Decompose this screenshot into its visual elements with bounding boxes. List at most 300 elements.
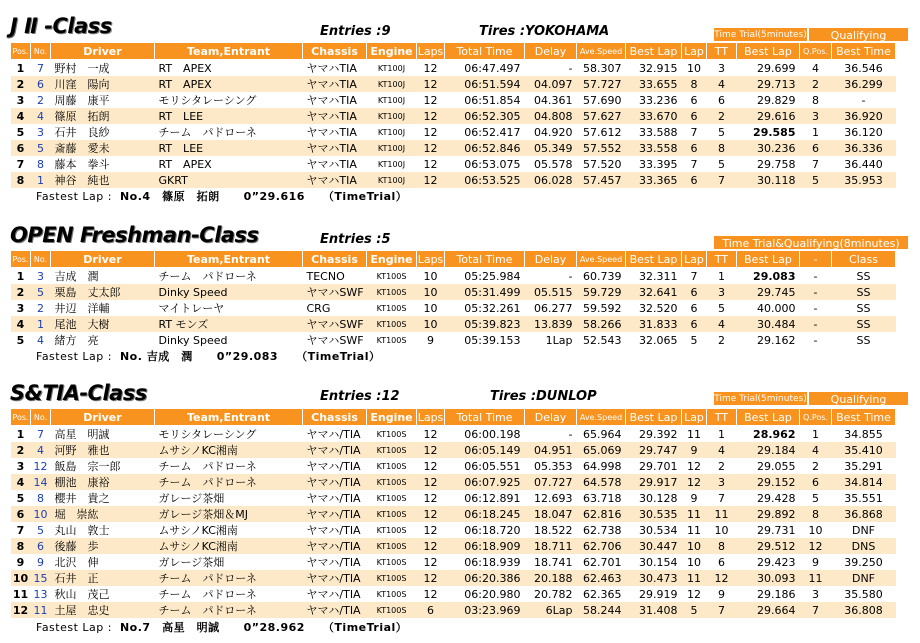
tt-cell: 6 — [707, 554, 737, 570]
fastest-lap-driver: No. 吉成 潤 — [119, 350, 193, 363]
best-time-cell: 36.299 — [832, 76, 896, 92]
engine-cell: KT100S — [367, 300, 417, 316]
best-time-cell: 36.546 — [832, 60, 896, 77]
q-pos-cell: 2 — [800, 458, 832, 474]
chassis-cell: ヤマハTIA — [303, 172, 367, 188]
q-pos-cell: 1 — [800, 426, 832, 443]
tt-cell: 5 — [707, 124, 737, 140]
table-row — [11, 76, 896, 92]
lap-cell: 5 — [682, 332, 707, 348]
delay-cell: 06.028 — [525, 172, 577, 188]
car-number-cell: 1 — [31, 316, 51, 332]
q-pos-cell: 1 — [800, 124, 832, 140]
laps-cell: 12 — [417, 538, 445, 554]
best-time-cell: SS — [832, 316, 896, 332]
q-pos-cell: 5 — [800, 490, 832, 506]
best-lap-cell: 29.701 — [626, 458, 682, 474]
table-row — [11, 332, 896, 348]
pos-cell: 1 — [11, 268, 31, 285]
delay-cell: - — [525, 60, 577, 77]
tt-best-lap-cell: 29.184 — [737, 442, 800, 458]
col-pos: Pos. — [11, 251, 31, 268]
best-time-cell: 36.120 — [832, 124, 896, 140]
best-time-cell: DNS — [832, 538, 896, 554]
car-number-cell: 7 — [31, 426, 51, 443]
table-row — [11, 602, 896, 618]
laps-cell: 12 — [417, 570, 445, 586]
lap-cell: 7 — [682, 156, 707, 172]
total-time-cell: 05:39.823 — [445, 316, 525, 332]
laps-cell: 12 — [417, 60, 445, 77]
col-total-time: Total Time — [445, 251, 525, 268]
best-lap-cell: 32.311 — [626, 268, 682, 285]
class-title: OPEN Freshman-Class — [10, 223, 259, 247]
tt-best-lap-cell: 40.000 — [737, 300, 800, 316]
table-row — [11, 284, 896, 300]
delay-cell: 05.578 — [525, 156, 577, 172]
tt-cell: 1 — [707, 426, 737, 443]
pos-cell: 5 — [11, 490, 31, 506]
car-number-cell: 10 — [31, 506, 51, 522]
car-number-cell: 6 — [31, 538, 51, 554]
ave-speed-cell: 57.690 — [577, 92, 626, 108]
ave-speed-cell: 62.816 — [577, 506, 626, 522]
results-table — [10, 42, 896, 188]
best-time-cell: 36.440 — [832, 156, 896, 172]
pos-cell: 6 — [11, 140, 31, 156]
driver-cell: 神谷 純也 — [51, 172, 155, 188]
best-lap-cell: 30.128 — [626, 490, 682, 506]
lap-cell: 7 — [682, 268, 707, 285]
best-lap-cell: 29.917 — [626, 474, 682, 490]
total-time-cell: 06:05.149 — [445, 442, 525, 458]
fastest-lap-driver: No.7 高星 明誠 — [119, 621, 220, 634]
engine-cell: KT100S — [367, 474, 417, 490]
best-lap-cell: 33.558 — [626, 140, 682, 156]
total-time-cell: 03:23.969 — [445, 602, 525, 618]
col-no: No. — [31, 43, 51, 60]
table-row — [11, 474, 896, 490]
col-no: No. — [31, 409, 51, 426]
table-row — [11, 108, 896, 124]
delay-cell: 04.951 — [525, 442, 577, 458]
ave-speed-cell: 62.706 — [577, 538, 626, 554]
car-number-cell: 14 — [31, 474, 51, 490]
total-time-cell: 06:07.925 — [445, 474, 525, 490]
fastest-lap-line — [36, 188, 407, 204]
total-time-cell: 06:18.909 — [445, 538, 525, 554]
ave-speed-cell: 64.578 — [577, 474, 626, 490]
lap-cell: 11 — [682, 506, 707, 522]
laps-cell: 12 — [417, 76, 445, 92]
ave-speed-cell: 65.964 — [577, 426, 626, 443]
lap-cell: 6 — [682, 92, 707, 108]
chassis-cell: ヤマハTIA — [303, 156, 367, 172]
best-time-cell: 36.868 — [832, 506, 896, 522]
pos-cell: 3 — [11, 92, 31, 108]
col-driver: Driver — [51, 251, 155, 268]
team-cell: チーム パドローネ — [155, 586, 303, 602]
engine-cell: KT100S — [367, 506, 417, 522]
driver-cell: 野村 一成 — [51, 60, 155, 77]
delay-cell: 06.277 — [525, 300, 577, 316]
q-pos-cell: 8 — [800, 92, 832, 108]
fastest-lap-label: Fastest Lap : — [36, 350, 112, 363]
lap-cell: 6 — [682, 108, 707, 124]
fastest-lap-label: Fastest Lap : — [36, 190, 112, 203]
tt-best-lap-cell: 29.892 — [737, 506, 800, 522]
lap-cell: 11 — [682, 426, 707, 443]
delay-cell: 20.188 — [525, 570, 577, 586]
best-time-cell: 36.808 — [832, 602, 896, 618]
chassis-cell: ヤマハ/TIA — [303, 442, 367, 458]
laps-cell: 12 — [417, 426, 445, 443]
car-number-cell: 5 — [31, 140, 51, 156]
q-pos-cell: 2 — [800, 76, 832, 92]
car-number-cell: 4 — [31, 332, 51, 348]
driver-cell: 篠原 拓朗 — [51, 108, 155, 124]
car-number-cell: 8 — [31, 156, 51, 172]
tt-best-lap-cell: 29.055 — [737, 458, 800, 474]
group-header-time-trial: Time Trial(5minutes) — [713, 391, 808, 406]
tt-cell: 7 — [707, 172, 737, 188]
delay-cell: 04.097 — [525, 76, 577, 92]
driver-cell: 石井 正 — [51, 570, 155, 586]
car-number-cell: 6 — [31, 76, 51, 92]
tt-best-lap-cell: 29.713 — [737, 76, 800, 92]
pos-cell: 4 — [11, 316, 31, 332]
tt-best-lap-cell: 29.423 — [737, 554, 800, 570]
total-time-cell: 06:18.720 — [445, 522, 525, 538]
team-cell: チーム パドローネ — [155, 124, 303, 140]
col-engine: Engine — [367, 409, 417, 426]
pos-cell: 2 — [11, 442, 31, 458]
total-time-cell: 05:39.153 — [445, 332, 525, 348]
q-pos-cell: - — [800, 316, 832, 332]
tt-best-lap-cell: 30.484 — [737, 316, 800, 332]
col-delay: Delay — [525, 251, 577, 268]
engine-cell: KT100S — [367, 332, 417, 348]
total-time-cell: 05:25.984 — [445, 268, 525, 285]
q-pos-cell: 8 — [800, 506, 832, 522]
ave-speed-cell: 57.727 — [577, 76, 626, 92]
ave-speed-cell: 62.738 — [577, 522, 626, 538]
q-pos-cell: 3 — [800, 586, 832, 602]
best-time-cell: DNF — [832, 570, 896, 586]
lap-cell: 12 — [682, 474, 707, 490]
tt-cell: 2 — [707, 332, 737, 348]
driver-cell: 櫻井 貴之 — [51, 490, 155, 506]
team-cell: チーム パドローネ — [155, 602, 303, 618]
col-pos: Pos. — [11, 43, 31, 60]
best-time-cell: 36.336 — [832, 140, 896, 156]
best-lap-cell: 29.747 — [626, 442, 682, 458]
total-time-cell: 06:52.305 — [445, 108, 525, 124]
group-header-time-trial: Time Trial(5minutes) — [713, 27, 808, 42]
lap-cell: 9 — [682, 442, 707, 458]
tt-best-lap-cell: 28.962 — [737, 426, 800, 443]
pos-cell: 12 — [11, 602, 31, 618]
total-time-cell: 06:05.551 — [445, 458, 525, 474]
driver-cell: 堀 崇紘 — [51, 506, 155, 522]
driver-cell: 緒方 亮 — [51, 332, 155, 348]
pos-cell: 4 — [11, 108, 31, 124]
col-engine: Engine — [367, 251, 417, 268]
pos-cell: 7 — [11, 522, 31, 538]
tt-cell: 9 — [707, 586, 737, 602]
best-lap-cell: 33.365 — [626, 172, 682, 188]
tt-cell: 8 — [707, 538, 737, 554]
col-blank: - — [800, 251, 832, 268]
car-number-cell: 4 — [31, 108, 51, 124]
tt-cell: 3 — [707, 284, 737, 300]
engine-cell: KT100S — [367, 602, 417, 618]
q-pos-cell: 5 — [800, 172, 832, 188]
engine-cell: KT100S — [367, 268, 417, 285]
fastest-lap-time: 0”28.962 — [243, 621, 305, 634]
car-number-cell: 3 — [31, 124, 51, 140]
driver-cell: 藤本 拳斗 — [51, 156, 155, 172]
tt-best-lap-cell: 29.664 — [737, 602, 800, 618]
fastest-lap-label: Fastest Lap : — [36, 621, 112, 634]
laps-cell: 12 — [417, 458, 445, 474]
pos-cell: 5 — [11, 332, 31, 348]
engine-cell: KT100S — [367, 426, 417, 443]
best-time-cell: 35.551 — [832, 490, 896, 506]
total-time-cell: 06:18.245 — [445, 506, 525, 522]
pos-cell: 7 — [11, 156, 31, 172]
col-tt-best-lap: Best Lap — [737, 251, 800, 268]
lap-cell: 10 — [682, 554, 707, 570]
laps-cell: 12 — [417, 554, 445, 570]
best-time-cell: SS — [832, 332, 896, 348]
best-time-cell: 36.920 — [832, 108, 896, 124]
ave-speed-cell: 58.244 — [577, 602, 626, 618]
table-row — [11, 442, 896, 458]
total-time-cell: 06:51.854 — [445, 92, 525, 108]
table-row — [11, 172, 896, 188]
col-ave-speed: Ave.Speed — [577, 251, 626, 268]
fastest-lap-note: （TimeTrial） — [322, 621, 408, 634]
ave-speed-cell: 65.069 — [577, 442, 626, 458]
q-pos-cell: 7 — [800, 602, 832, 618]
ave-speed-cell: 60.739 — [577, 268, 626, 285]
delay-cell: 18.741 — [525, 554, 577, 570]
driver-cell: 飯島 宗一郎 — [51, 458, 155, 474]
team-cell: ガレージ茶畑 — [155, 554, 303, 570]
ave-speed-cell: 57.520 — [577, 156, 626, 172]
pos-cell: 3 — [11, 300, 31, 316]
total-time-cell: 06:53.525 — [445, 172, 525, 188]
best-time-cell: 34.814 — [832, 474, 896, 490]
col-team: Team,Entrant — [155, 409, 303, 426]
car-number-cell: 13 — [31, 586, 51, 602]
best-lap-cell: 33.236 — [626, 92, 682, 108]
best-lap-cell: 31.833 — [626, 316, 682, 332]
best-lap-cell: 30.534 — [626, 522, 682, 538]
car-number-cell: 11 — [31, 602, 51, 618]
laps-cell: 10 — [417, 268, 445, 285]
header-row — [11, 409, 896, 426]
best-time-cell: 35.580 — [832, 586, 896, 602]
delay-cell: 04.808 — [525, 108, 577, 124]
table-row — [11, 554, 896, 570]
pos-cell: 1 — [11, 60, 31, 77]
chassis-cell: ヤマハ/TIA — [303, 602, 367, 618]
engine-cell: KT100J — [367, 92, 417, 108]
q-pos-cell: - — [800, 332, 832, 348]
engine-cell: KT100J — [367, 172, 417, 188]
pos-cell: 4 — [11, 474, 31, 490]
chassis-cell: ヤマハSWF — [303, 316, 367, 332]
team-cell: マイトレーヤ — [155, 300, 303, 316]
total-time-cell: 06:53.075 — [445, 156, 525, 172]
q-pos-cell: 6 — [800, 474, 832, 490]
col-q-pos: Q.Pos. — [800, 409, 832, 426]
q-pos-cell: 3 — [800, 108, 832, 124]
chassis-cell: CRG — [303, 300, 367, 316]
driver-cell: 土屋 忠史 — [51, 602, 155, 618]
pos-cell: 1 — [11, 426, 31, 443]
tt-cell: 4 — [707, 316, 737, 332]
tt-cell: 10 — [707, 522, 737, 538]
tt-best-lap-cell: 29.758 — [737, 156, 800, 172]
fastest-lap-line — [36, 348, 380, 364]
class-title: J Ⅱ -Class — [10, 14, 112, 38]
team-cell: GKRT — [155, 172, 303, 188]
col-no: No. — [31, 251, 51, 268]
car-number-cell: 4 — [31, 442, 51, 458]
team-cell: チーム パドローネ — [155, 268, 303, 285]
tt-best-lap-cell: 29.428 — [737, 490, 800, 506]
car-number-cell: 7 — [31, 60, 51, 77]
engine-cell: KT100J — [367, 108, 417, 124]
table-row — [11, 300, 896, 316]
engine-cell: KT100S — [367, 490, 417, 506]
laps-cell: 12 — [417, 506, 445, 522]
driver-cell: 高星 明誠 — [51, 426, 155, 443]
chassis-cell: ヤマハ/TIA — [303, 490, 367, 506]
engine-cell: KT100J — [367, 60, 417, 77]
tt-best-lap-cell: 29.616 — [737, 108, 800, 124]
tt-cell: 5 — [707, 156, 737, 172]
engine-cell: KT100J — [367, 140, 417, 156]
chassis-cell: ヤマハSWF — [303, 332, 367, 348]
delay-cell: 05.353 — [525, 458, 577, 474]
col-total-time: Total Time — [445, 43, 525, 60]
engine-cell: KT100S — [367, 284, 417, 300]
q-pos-cell: 7 — [800, 156, 832, 172]
total-time-cell: 06:18.939 — [445, 554, 525, 570]
lap-cell: 7 — [682, 124, 707, 140]
group-header-qualifying: Qualifying — [808, 27, 909, 42]
car-number-cell: 9 — [31, 554, 51, 570]
driver-cell: 周藤 康平 — [51, 92, 155, 108]
total-time-cell: 06:12.891 — [445, 490, 525, 506]
q-pos-cell: 4 — [800, 60, 832, 77]
best-time-cell: SS — [832, 284, 896, 300]
tt-best-lap-cell: 29.699 — [737, 60, 800, 77]
laps-cell: 12 — [417, 140, 445, 156]
car-number-cell: 2 — [31, 92, 51, 108]
col-chassis: Chassis — [303, 409, 367, 426]
table-row — [11, 506, 896, 522]
col-laps: Laps — [417, 252, 444, 266]
lap-cell: 11 — [682, 522, 707, 538]
fastest-lap-line — [36, 619, 407, 635]
chassis-cell: ヤマハ/TIA — [303, 570, 367, 586]
total-time-cell: 05:31.499 — [445, 284, 525, 300]
best-lap-cell: 33.655 — [626, 76, 682, 92]
q-pos-cell: - — [800, 268, 832, 285]
col-lap: Lap — [682, 251, 707, 268]
best-time-cell: 39.250 — [832, 554, 896, 570]
chassis-cell: ヤマハ/TIA — [303, 538, 367, 554]
col-tt: TT — [707, 251, 737, 268]
col-lap: Lap — [682, 43, 707, 60]
tt-cell: 7 — [707, 602, 737, 618]
entries-count: Entries :9 — [320, 24, 391, 39]
entries-count: Entries :5 — [320, 232, 391, 247]
table-row — [11, 570, 896, 586]
col-team: Team,Entrant — [155, 43, 303, 60]
chassis-cell: ヤマハTIA — [303, 76, 367, 92]
q-pos-cell: 9 — [800, 554, 832, 570]
car-number-cell: 5 — [31, 284, 51, 300]
laps-cell: 12 — [417, 522, 445, 538]
delay-cell: 07.727 — [525, 474, 577, 490]
tt-best-lap-cell: 29.083 — [737, 268, 800, 285]
team-cell: Dinky Speed — [155, 332, 303, 348]
results-table — [10, 408, 896, 618]
tt-cell: 7 — [707, 490, 737, 506]
table-row — [11, 458, 896, 474]
delay-cell: 6Lap — [525, 602, 577, 618]
group-header-tt-qualifying: Time Trial&Qualifying(8minutes) — [713, 235, 909, 250]
pos-cell: 8 — [11, 172, 31, 188]
engine-cell: KT100S — [367, 316, 417, 332]
pos-cell: 2 — [11, 284, 31, 300]
delay-cell: 18.522 — [525, 522, 577, 538]
engine-cell: KT100S — [367, 554, 417, 570]
best-lap-cell: 31.408 — [626, 602, 682, 618]
col-chassis: Chassis — [303, 43, 367, 60]
delay-cell: 12.693 — [525, 490, 577, 506]
team-cell: モリシタレーシング — [155, 426, 303, 443]
pos-cell: 11 — [11, 586, 31, 602]
delay-cell: - — [525, 426, 577, 443]
driver-cell: 北沢 伸 — [51, 554, 155, 570]
header-row — [11, 43, 896, 60]
tt-cell: 1 — [707, 268, 737, 285]
delay-cell: 18.711 — [525, 538, 577, 554]
team-cell: ムサシノKC湘南 — [155, 442, 303, 458]
tt-cell: 2 — [707, 458, 737, 474]
table-row — [11, 522, 896, 538]
delay-cell: 18.047 — [525, 506, 577, 522]
team-cell: ムサシノKC湘南 — [155, 522, 303, 538]
lap-cell: 11 — [682, 570, 707, 586]
chassis-cell: ヤマハTIA — [303, 140, 367, 156]
ave-speed-cell: 62.463 — [577, 570, 626, 586]
col-best-lap: Best Lap — [626, 251, 682, 268]
results-body — [11, 60, 896, 189]
lap-cell: 12 — [682, 586, 707, 602]
table-row — [11, 538, 896, 554]
driver-cell: 後藤 歩 — [51, 538, 155, 554]
col-tt-best-lap: Best Lap — [737, 409, 800, 426]
table-row — [11, 60, 896, 77]
